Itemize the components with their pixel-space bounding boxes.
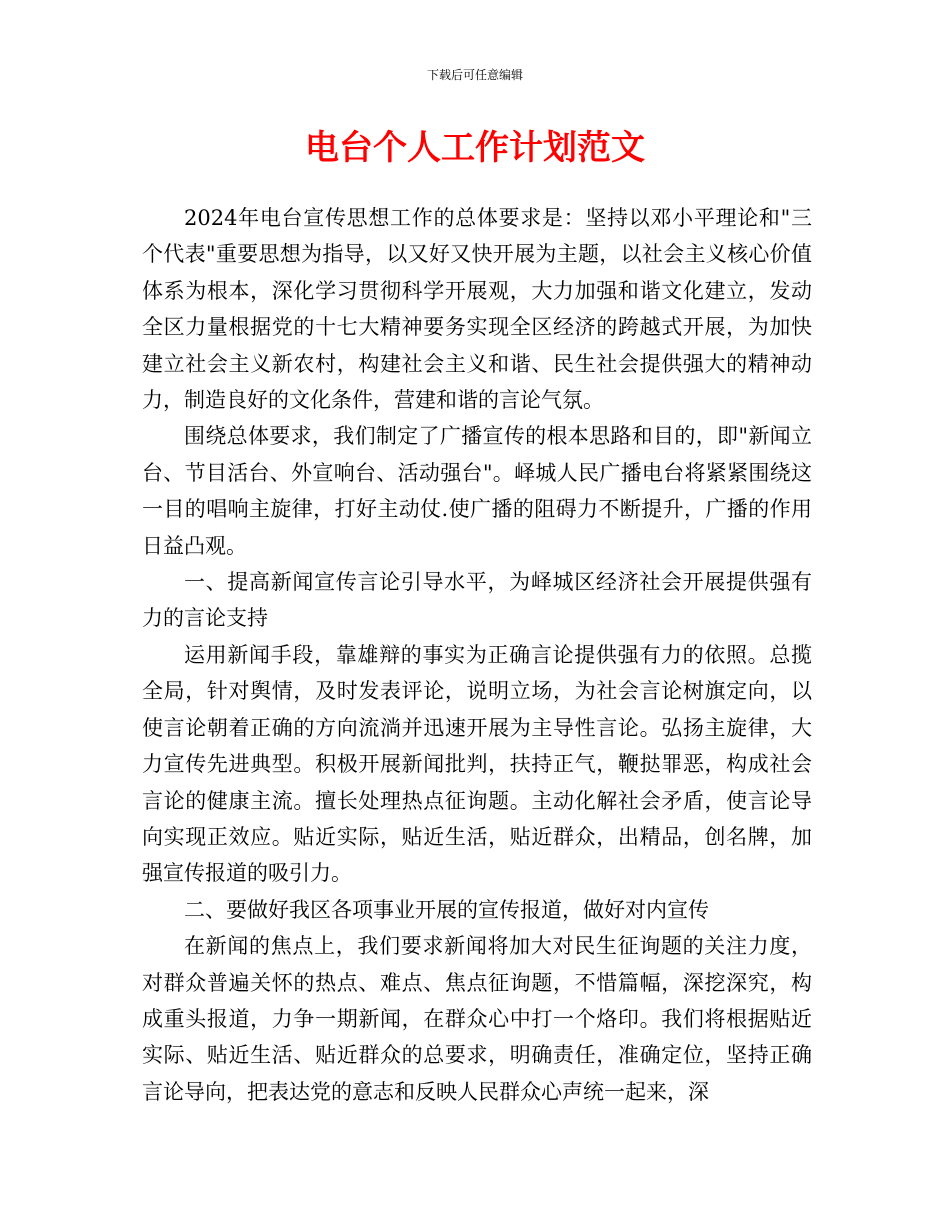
paragraph: 运用新闻手段，靠雄辩的事实为正确言论提供强有力的依照。总揽全局，针对舆情，及时发表评论，说明立场，为社会言论树旗定向，以使言论朝着正确的方向流淌并迅速开展为主导性言论。弘扬主旋律，大力宣传先进典型。积极开展新闻批判，扶持正气，鞭挞罪恶，构成社会言论的健康主流。擅长处理热点征询题。主动化解社会矛盾，使言论导向实现正效应。贴近实际，贴近生活，贴近群众，出精品，创名牌，加强宣传报道的吸引力。 (142, 642, 812, 886)
paragraph: 围绕总体要求，我们制定了广播宣传的根本思路和目的，即"新闻立台、节目活台、外宣响台、活动强台"。峄城人民广播电台将紧紧围绕这一目的唱响主旋律，打好主动仗.使广播的阻碍力不断提升，广播的作用日益凸观。 (142, 424, 812, 558)
section-heading: 二、要做好我区各项事业开展的宣传报道，做好对内宣传 (184, 897, 709, 922)
paragraph: 在新闻的焦点上，我们要求新闻将加大对民生征询题的关注力度，对群众普遍关怀的热点、难点、焦点征询题，不惜篇幅，深挖深究，构成重头报道，力争一期新闻，在群众心中打一个烙印。我们将根据贴近实际、贴近生活、贴近群众的总要求，明确责任，准确定位，坚持正确言论导向，把表达党的意志和反映人民群众心声统一起来，深 (142, 934, 812, 1104)
header-note: 下载后可任意编辑 (426, 68, 523, 82)
section-heading: 一、提高新闻宣传言论引导水平，为峄城区经济社会开展提供强有力的言论支持 (142, 570, 812, 631)
document-body (142, 200, 812, 1110)
paragraph: 2024年电台宣传思想工作的总体要求是：坚持以邓小平理论和"三个代表"重要思想为指导，以又好又快开展为主题，以社会主义核心价值体系为根本，深化学习贯彻科学开展观，大力加强和谐文化建立，发动全区力量根据党的十七大精神要务实现全区经济的跨越式开展，为加快建立社会主义新农村，构建社会主义和谐、民生社会提供强大的精神动力，制造良好的文化条件，营建和谐的言论气氛。 (142, 206, 812, 413)
document-title: 电台个人工作计划范文 (305, 128, 645, 168)
